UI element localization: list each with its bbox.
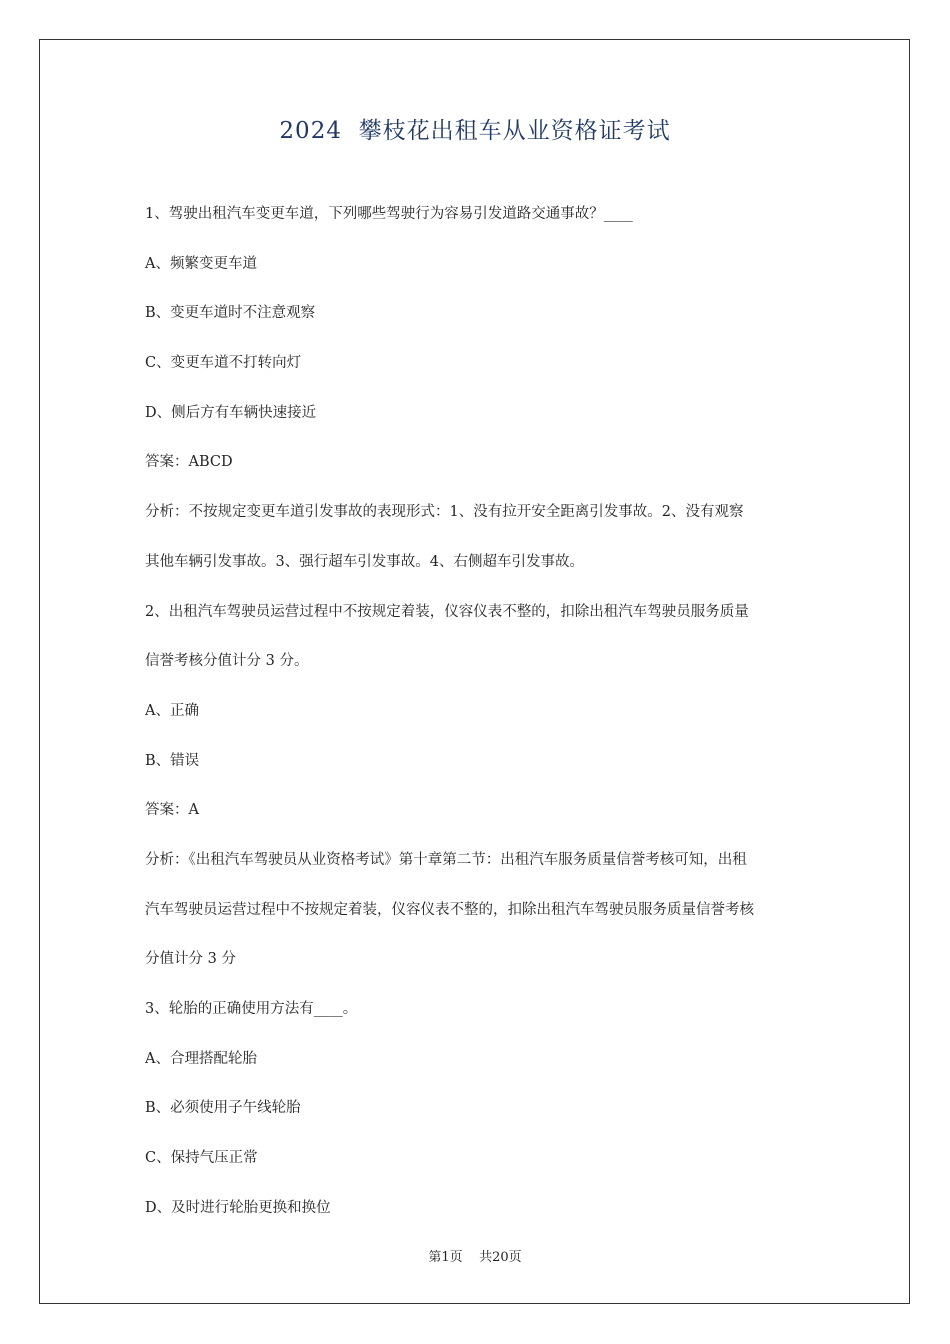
q2-analysis-line-1: 分析：《出租汽车驾驶员从业资格考试》第十章第二节：出租汽车服务质量信誉考核可知，出租: [145, 851, 747, 868]
q1-option-d: D、侧后方有车辆快速接近: [145, 404, 317, 421]
q2-analysis-line-3: 分值计分 3 分: [145, 951, 236, 968]
q2-question-line-1: 2、出租汽车驾驶员运营过程中不按规定着装，仪容仪表不整的，扣除出租汽车驾驶员服务质量: [145, 603, 749, 620]
q3-option-d: D、及时进行轮胎更换和换位: [145, 1199, 331, 1216]
q3-option-b: B、必须使用子午线轮胎: [145, 1100, 301, 1117]
q1-analysis-line-2: 其他车辆引发事故。3、强行超车引发事故。4、右侧超车引发事故。: [145, 553, 584, 570]
q3-question: 3、轮胎的正确使用方法有____。: [145, 1001, 358, 1017]
q2-option-b: B、错误: [145, 752, 200, 769]
page-footer: 第1页 共20页: [428, 1250, 522, 1265]
q1-analysis-line-1: 分析：不按规定变更车道引发事故的表现形式：1、没有拉开安全距离引发事故。2、没有观察: [145, 504, 744, 521]
q1-question: 1、驾驶出租汽车变更车道，下列哪些驾驶行为容易引发道路交通事故？____: [145, 206, 633, 222]
q2-answer: 答案：A: [145, 802, 199, 819]
q1-answer: 答案：ABCD: [145, 454, 233, 471]
q2-question-line-2: 信誉考核分值计分 3 分。: [145, 653, 309, 670]
q2-option-a: A、正确: [145, 702, 199, 719]
q2-analysis-line-2: 汽车驾驶员运营过程中不按规定着装，仪容仪表不整的，扣除出租汽车驾驶员服务质量信誉考核: [145, 901, 754, 918]
document-body: [145, 200, 815, 1243]
q1-option-b: B、变更车道时不注意观察: [145, 305, 316, 322]
q3-option-c: C、保持气压正常: [145, 1150, 258, 1167]
document-title: 2024 攀枝花出租车从业资格证考试: [279, 118, 671, 144]
q1-option-c: C、变更车道不打转向灯: [145, 355, 302, 372]
q1-option-a: A、频繁变更车道: [145, 255, 257, 272]
q3-option-a: A、合理搭配轮胎: [145, 1050, 257, 1067]
